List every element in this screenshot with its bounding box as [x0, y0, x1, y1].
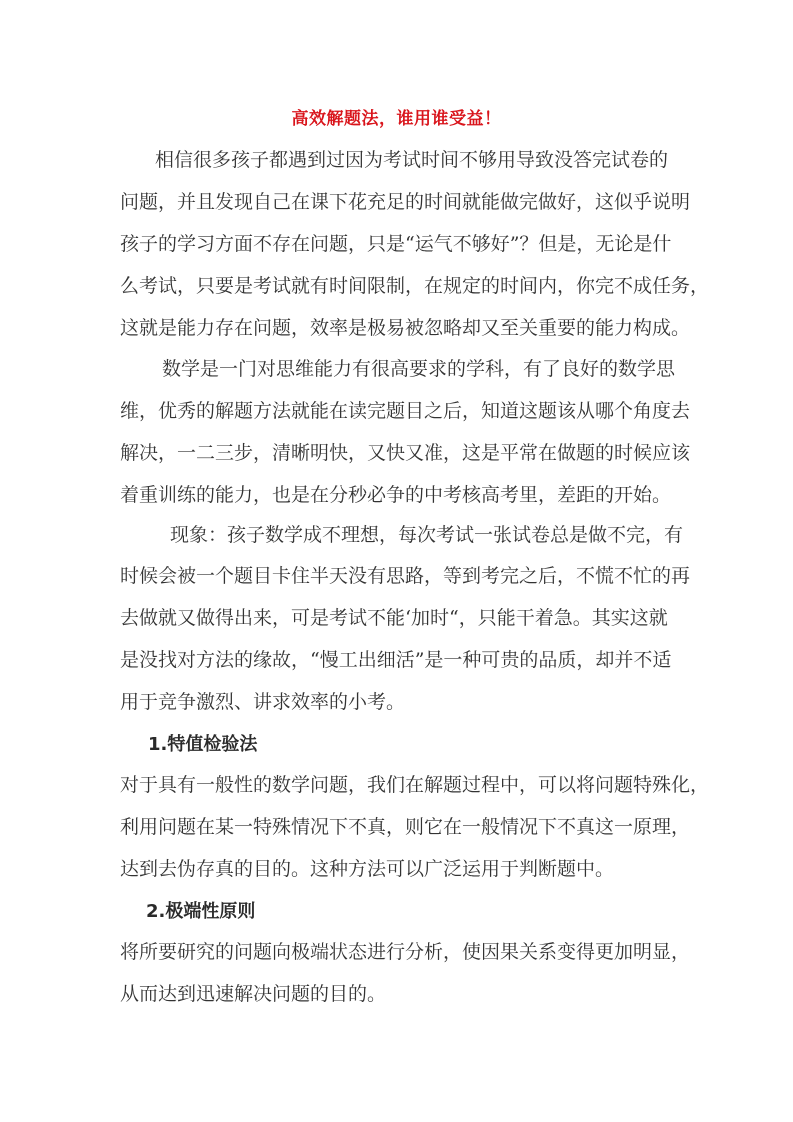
paragraph-3-line-1: 现象：孩子数学成不理想，每次考试一张试卷总是做不完，有 — [170, 524, 684, 546]
paragraph-1-line-2: 问题，并且发现自己在课下花充足的时间就能做完做好，这似乎说明 — [120, 191, 691, 213]
paragraph-2-line-1: 数学是一门对思维能力有很高要求的学科，有了良好的数学思 — [162, 358, 676, 380]
section-2-line-2: 从而达到迅速解决问题的目的。 — [120, 983, 387, 1005]
document-title: 高效解题法，谁用谁受益！ — [291, 109, 502, 129]
paragraph-2-line-3: 解决，一二三步，清晰明快，又快又准，这是平常在做题的时候应该 — [120, 442, 691, 464]
paragraph-1-line-3: 孩子的学习方面不存在问题，只是“运气不够好”？但是，无论是什 — [120, 233, 672, 255]
paragraph-3-line-4: 是没找对方法的缘故，“慢工出细活”是一种可贵的品质，却并不适 — [120, 649, 672, 671]
section-2-heading: 2.极端性原则 — [146, 901, 256, 922]
section-1-heading: 1.特值检验法 — [148, 734, 258, 755]
section-1-line-3: 达到去伪存真的目的。这种方法可以广泛运用于判断题中。 — [120, 858, 615, 880]
paragraph-1-line-1: 相信很多孩子都遇到过因为考试时间不够用导致没答完试卷的 — [155, 149, 669, 171]
paragraph-1-line-4: 么考试，只要是考试就有时间限制，在规定的时间内，你完不成任务， — [120, 275, 710, 297]
section-2-line-1: 将所要研究的问题向极端状态进行分析，使因果关系变得更加明显， — [120, 941, 691, 963]
paragraph-2-line-2: 维，优秀的解题方法就能在读完题目之后，知道这题该从哪个角度去 — [120, 400, 691, 422]
paragraph-2-line-4: 着重训练的能力，也是在分秒必争的中考核高考里，差距的开始。 — [120, 484, 672, 506]
section-1-line-1: 对于具有一般性的数学问题，我们在解题过程中，可以将问题特殊化， — [120, 774, 710, 796]
paragraph-1-line-5: 这就是能力存在问题，效率是极易被忽略却又至关重要的能力构成。 — [120, 317, 691, 339]
section-1-line-2: 利用问题在某一特殊情况下不真，则它在一般情况下不真这一原理， — [120, 816, 691, 838]
paragraph-3-line-5: 用于竞争激烈、讲求效率的小考。 — [120, 691, 406, 713]
paragraph-3-line-2: 时候会被一个题目卡住半天没有思路，等到考完之后，不慌不忙的再 — [120, 565, 691, 587]
paragraph-3-line-3: 去做就又做得出来，可是考试不能‘加时“，只能干着急。其实这就 — [120, 607, 668, 629]
